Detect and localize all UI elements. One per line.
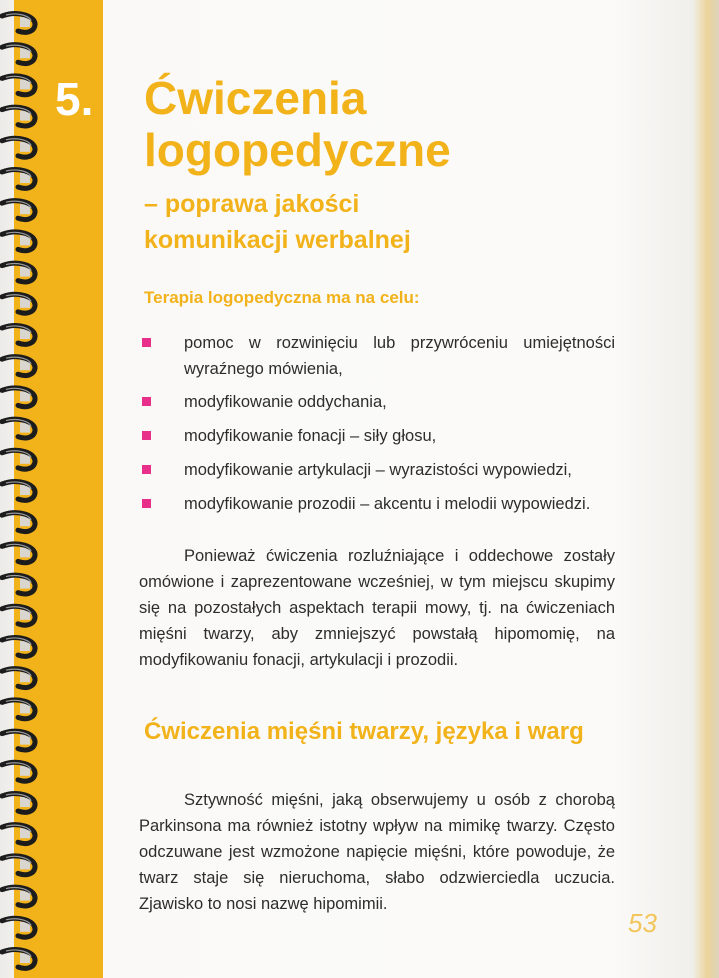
binding-ring — [2, 357, 35, 376]
spiral-binding-icon — [0, 0, 60, 978]
list-item-text: modyfikowanie fonacji – siły głosu, — [184, 427, 437, 445]
binding-ring — [2, 450, 35, 469]
body-paragraph-1: Ponieważ ćwiczenia rozluźniające i oddechowe zostały omówione i zaprezentowane wcześniej, w tym miejscu skupimy się na pozostałych aspektach terapii mowy, tj. na ćwiczeniach mięśni twarzy, aby zmniejszyć powstałą hipomomię, na modyfikowaniu fonacji, artykulacji i prozodii. — [139, 547, 615, 669]
binding-ring — [2, 201, 35, 220]
binding-ring — [2, 170, 35, 189]
binding-ring — [2, 794, 35, 813]
binding-ring — [2, 513, 35, 532]
chapter-subtitle-line-1: – poprawa jakości — [144, 190, 360, 218]
binding-ring — [2, 918, 35, 937]
binding-ring — [2, 887, 35, 906]
list-item — [139, 457, 615, 483]
square-bullet-icon — [142, 397, 151, 406]
chapter-title-line-1: Ćwiczenia — [144, 72, 367, 124]
binding-ring — [2, 544, 35, 563]
page-number: 53 — [628, 908, 657, 938]
list-item — [139, 389, 615, 415]
binding-ring — [2, 294, 35, 313]
binding-ring — [2, 388, 35, 407]
binding-ring — [2, 638, 35, 657]
binding-ring — [2, 138, 35, 157]
binding-ring — [2, 950, 35, 969]
goals-list — [139, 330, 615, 525]
binding-ring — [2, 606, 35, 625]
list-item-text: pomoc w rozwinięciu lub przywróceniu umiejętności wyraźnego mówienia, — [184, 334, 615, 378]
binding-ring — [2, 419, 35, 438]
chapter-subtitle — [144, 186, 411, 258]
binding-ring — [2, 45, 35, 64]
square-bullet-icon — [142, 465, 151, 474]
binding-ring — [2, 669, 35, 688]
list-item-text: modyfikowanie prozodii – akcentu i melodii wypowiedzi. — [184, 495, 591, 513]
binding-ring — [2, 326, 35, 345]
square-bullet-icon — [142, 338, 151, 347]
binding-ring — [2, 856, 35, 875]
list-item — [139, 423, 615, 449]
binding-ring — [2, 825, 35, 844]
list-item — [139, 330, 615, 382]
chapter-number: 5. — [55, 73, 94, 125]
binding-ring — [2, 700, 35, 719]
binding-ring — [2, 263, 35, 282]
square-bullet-icon — [142, 431, 151, 440]
list-item-text: modyfikowanie artykulacji – wyrazistości wypowiedzi, — [184, 461, 572, 479]
square-bullet-icon — [142, 499, 151, 508]
page-edge-shadow — [693, 0, 719, 978]
binding-ring — [2, 731, 35, 750]
binding-ring — [2, 482, 35, 501]
binding-ring — [2, 107, 35, 126]
chapter-title-line-2: logopedyczne — [144, 124, 451, 176]
chapter-subtitle-line-2: komunikacji werbalnej — [144, 226, 411, 254]
binding-ring — [2, 575, 35, 594]
body-paragraph-2: Sztywność mięśni, jaką obserwujemy u osób z chorobą Parkinsona ma również istotny wpływ na mimikę twarzy. Często odczuwane jest wzmożone napięcie mięśni, które powoduje, że twarz staje się nieruchoma, słabo odzwierciedla uczucia. Zjawisko to nosi nazwę hipomimii. — [139, 791, 615, 913]
section-heading: Ćwiczenia mięśni twarzy, języka i warg — [144, 718, 584, 745]
list-item — [139, 491, 615, 517]
binding-ring — [2, 76, 35, 95]
binding-ring — [2, 14, 35, 33]
binding-ring — [2, 762, 35, 781]
list-item-text: modyfikowanie oddychania, — [184, 393, 387, 411]
intro-heading: Terapia logopedyczna ma na celu: — [144, 288, 420, 307]
chapter-title — [144, 72, 451, 176]
binding-ring — [2, 232, 35, 251]
